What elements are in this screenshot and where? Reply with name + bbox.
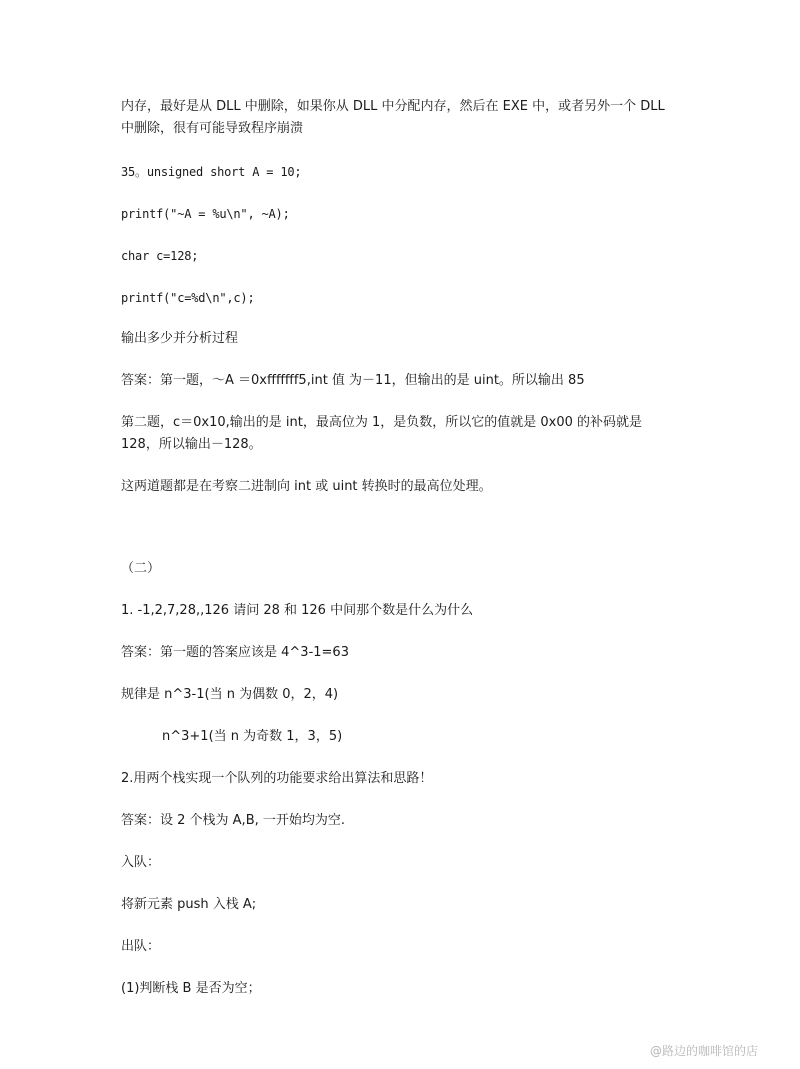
section-heading: （二） xyxy=(121,561,161,576)
question-line: 1. -1,2,7,28,,126 请问 28 和 126 中间那个数是什么为什么 xyxy=(121,603,474,618)
paragraph-line: n^3+1(当 n 为奇数 1，3，5) xyxy=(162,729,343,744)
paragraph-line: (1)判断栈 B 是否为空； xyxy=(121,981,261,996)
answer-line: 答案：第一题，～A ＝0xfffffff5,int 值 为－11，但输出的是 uint。所以输出 85 xyxy=(121,373,585,388)
question-line: 2.用两个栈实现一个队列的功能要求给出算法和思路！ xyxy=(121,771,433,786)
paragraph-line: 规律是 n^3-1(当 n 为偶数 0，2，4) xyxy=(121,687,339,702)
answer-line: 128，所以输出－128。 xyxy=(121,437,262,452)
paragraph-line: 输出多少并分析过程 xyxy=(121,331,239,346)
paragraph-line: 出队： xyxy=(121,939,161,954)
paragraph-line: 这两道题都是在考察二进制向 int 或 uint 转换时的最高位处理。 xyxy=(121,479,492,494)
paragraph-line: 入队： xyxy=(121,855,161,870)
paragraph-line: 中删除，很有可能导致程序崩溃 xyxy=(121,121,304,136)
paragraph-line: 内存，最好是从 DLL 中删除，如果你从 DLL 中分配内存，然后在 EXE 中，或者另外一个 DLL xyxy=(121,99,665,114)
code-line: 35。unsigned short A = 10; xyxy=(121,165,302,179)
code-line: printf("~A = %u\n", ~A); xyxy=(121,207,290,221)
answer-line: 答案：第一题的答案应该是 4^3-1=63 xyxy=(121,645,349,660)
answer-line: 第二题，c＝0x10,输出的是 int，最高位为 1，是负数，所以它的值就是 0x00 的补码就是 xyxy=(121,415,643,430)
watermark-text: @路边的咖啡馆的店 xyxy=(649,1044,758,1058)
answer-line: 答案：设 2 个栈为 A,B, 一开始均为空. xyxy=(121,813,346,828)
code-line: printf("c=%d\n",c); xyxy=(121,291,255,305)
paragraph-line: 将新元素 push 入栈 A; xyxy=(121,897,257,912)
code-line: char c=128; xyxy=(121,249,199,263)
